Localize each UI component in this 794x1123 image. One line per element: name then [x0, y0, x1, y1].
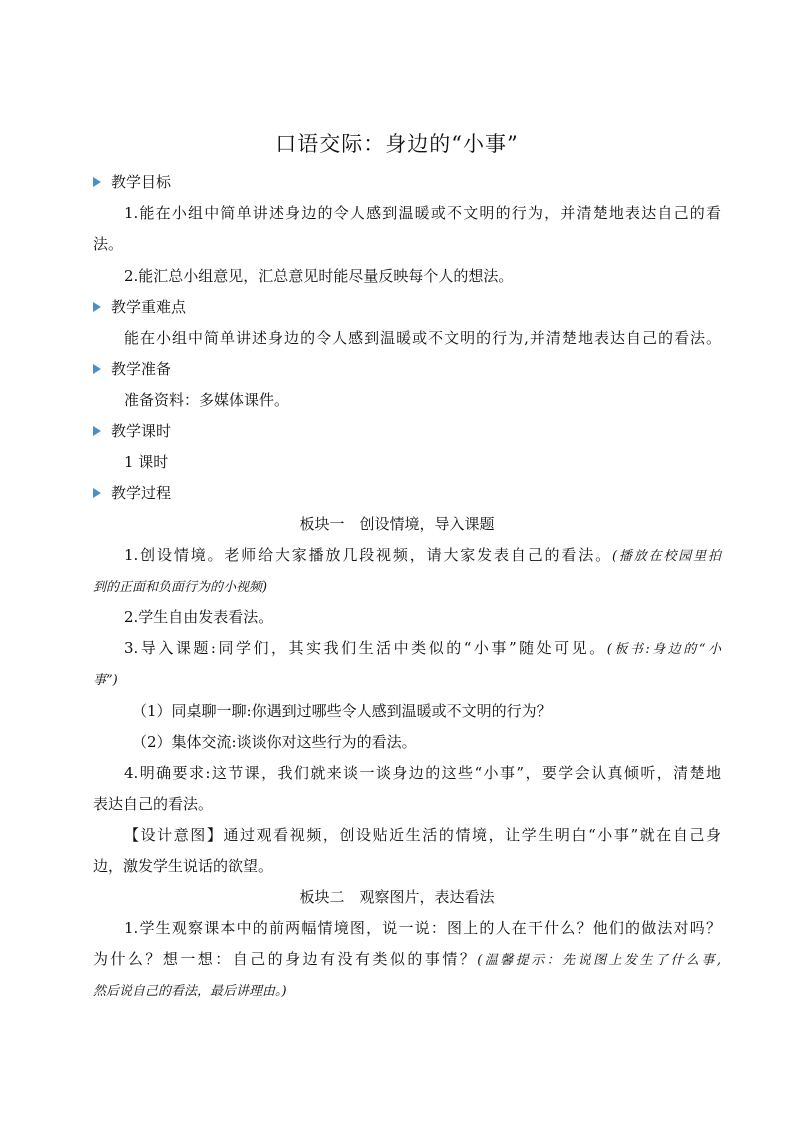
section-heading-preparation [93, 359, 171, 379]
heading-label: 教学过程 [111, 484, 172, 502]
paragraph-note: (播放在校园里拍 [611, 549, 721, 564]
heading-label: 教学课时 [111, 422, 172, 440]
section-heading-goals [93, 172, 171, 192]
goal-1-line-1: 1.能在小组中简单讲述身边的令人感到温暖或不文明的行为，并清楚地表达自己的看 [124, 204, 721, 222]
key-points-text: 能在小组中简单讲述身边的令人感到温暖或不文明的行为,并清楚地表达自己的看法。 [124, 329, 721, 347]
triangle-bullet-icon [93, 426, 101, 436]
block-1-title: 板块一 创设情境，导入课题 [299, 515, 495, 533]
block-1-sub-item-1: （1）同桌聊一聊:你遇到过哪些令人感到温暖或不文明的行为？ [132, 702, 552, 720]
heading-label: 教学重难点 [111, 298, 187, 316]
block-1-paragraph-1-line-1 [124, 545, 721, 567]
section-heading-hours [93, 421, 171, 441]
paragraph-text: 为什么？想一想：自己的身边有没有类似的事情？ [93, 950, 478, 968]
triangle-bullet-icon [93, 177, 101, 187]
block-1-paragraph-1-line-2 [93, 576, 721, 598]
block-1-paragraph-4-line-1: 4.明确要求:这节课，我们就来谈一谈身边的这些“小事”，要学会认真倾听，清楚地 [124, 764, 721, 782]
block-2-paragraph-1-line-1: 1.学生观察课本中的前两幅情境图，说一说：图上的人在干什么？他们的做法对吗？ [124, 919, 721, 937]
paragraph-note: (温馨提示：先说图上发生了什么事, [477, 953, 721, 968]
design-intent-line-2: 边，激发学生说话的欲望。 [93, 857, 274, 875]
paragraph-note: 到的正面和负面行为的小视频) [93, 580, 268, 595]
paragraph-text: 1.创设情境。老师给大家播放几段视频，请大家发表自己的看法。 [124, 546, 612, 564]
preparation-text: 准备资料：多媒体课件。 [124, 391, 290, 409]
block-1-paragraph-4-line-2: 表达自己的看法。 [93, 795, 214, 813]
triangle-bullet-icon [93, 302, 101, 312]
block-1-sub-item-2: （2）集体交流:谈谈你对这些行为的看法。 [132, 733, 417, 751]
paragraph-note: 然后说自己的看法，最后讲理由。) [93, 984, 287, 999]
paragraph-note: 事”) [93, 673, 118, 688]
block-1-paragraph-3-line-2 [93, 669, 721, 691]
heading-label: 教学准备 [111, 360, 172, 378]
section-heading-key-points [93, 297, 186, 317]
block-1-paragraph-3-line-1 [124, 638, 721, 660]
block-1-paragraph-2: 2.学生自由发表看法。 [124, 608, 274, 626]
design-intent-line-1: 【设计意图】通过观看视频，创设贴近生活的情境，让学生明白“小事”就在自己身 [124, 826, 721, 844]
goal-1-line-2: 法。 [93, 235, 124, 253]
section-heading-process [93, 483, 171, 503]
block-2-paragraph-1-line-3 [93, 980, 721, 1002]
block-2-paragraph-1-line-2 [93, 949, 721, 971]
paragraph-note: (板书:身边的“小 [606, 642, 721, 657]
triangle-bullet-icon [93, 488, 101, 498]
block-2-title: 板块二 观察图片，表达看法 [299, 888, 495, 906]
paragraph-text: 3.导入课题:同学们，其实我们生活中类似的“小事”随处可见。 [124, 639, 607, 657]
hours-text: 1 课时 [124, 453, 169, 471]
heading-label: 教学目标 [111, 173, 172, 191]
goal-2: 2.能汇总小组意见，汇总意见时能尽量反映每个人的想法。 [124, 267, 514, 285]
triangle-bullet-icon [93, 364, 101, 374]
document-title: 口语交际：身边的“小事” [275, 132, 519, 156]
